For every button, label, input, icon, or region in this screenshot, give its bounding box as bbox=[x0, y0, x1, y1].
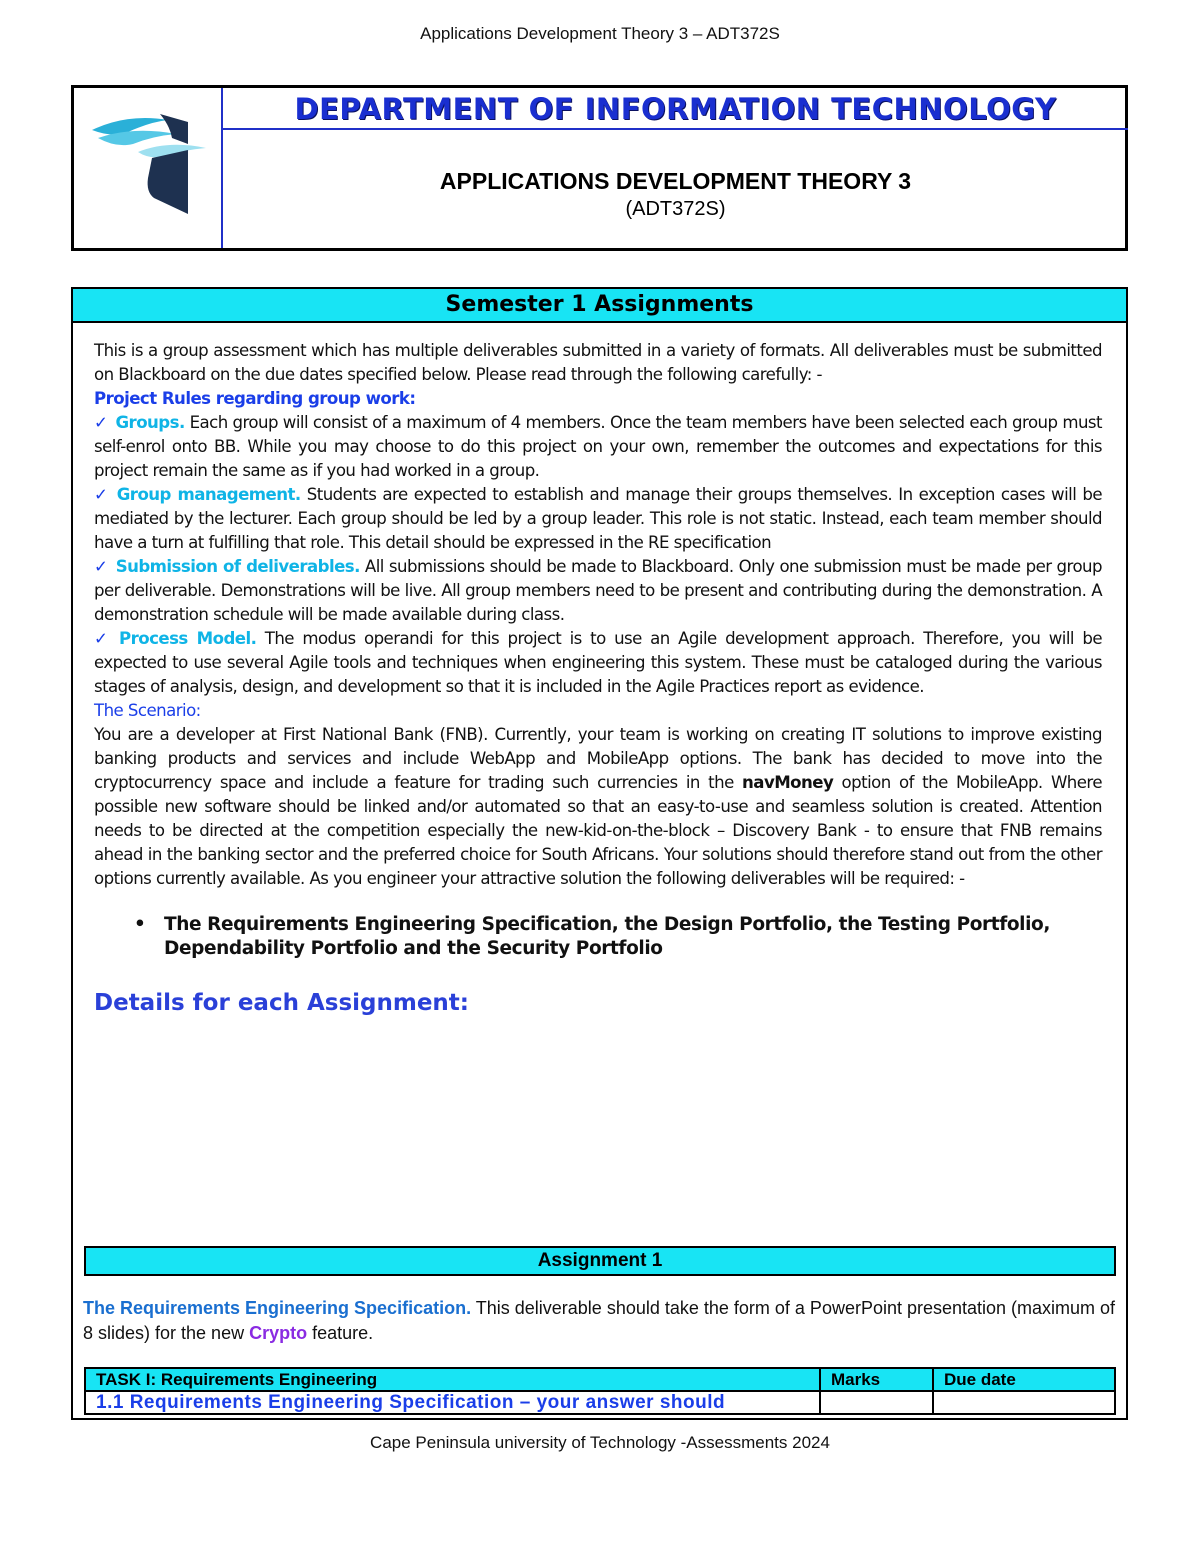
rule-text: Each group will consist of a maximum of 4 members. Once the team members have been selected each group must self-enrol onto BB. While you may choose to do this project on your own, remember the outcomes and expectations for this project remain the same as if you had worked in a group. bbox=[94, 413, 1102, 480]
scenario-text-continued: option of the MobileApp. Where possible new software should be linked and/or automated so that an easy-to-use and seamless solution is created. Attention needs to be directed at the competition especially the new-kid-on-the-block – Discovery Bank - to ensure that FNB remains ahead in the banking sector and the preferred choice for South Africans. Your solutions should therefore stand out from the other options currently available. As you engineer your attractive solution the following deliverables will be required: - bbox=[94, 773, 1102, 888]
rule-item bbox=[94, 627, 1102, 699]
deliverables-text: The Requirements Engineering Specification, the Design Portfolio, the Testing Portfolio, Dependability Portfolio and the Security Portfolio bbox=[164, 914, 1050, 959]
rule-title: Process Model. bbox=[119, 629, 257, 648]
rules-heading: Project Rules regarding group work: bbox=[94, 389, 416, 408]
re-spec-text: This deliverable should take the form of a PowerPoint presentation (maximum of 8 slides) for the new bbox=[83, 1298, 1116, 1343]
rule-item bbox=[94, 483, 1102, 555]
page-footer: Cape Peninsula university of Technology -Assessments 2024 bbox=[370, 1433, 830, 1452]
details-heading: Details for each Assignment: bbox=[94, 990, 469, 1016]
crypto-term: Crypto bbox=[249, 1323, 308, 1343]
department-title: DEPARTMENT OF INFORMATION TECHNOLOGY bbox=[223, 88, 1128, 130]
rule-title: Groups. bbox=[115, 413, 185, 432]
semester-banner: Semester 1 Assignments bbox=[71, 287, 1128, 323]
marks-column-header: Marks bbox=[820, 1368, 933, 1391]
rule-text: Students are expected to establish and manage their groups themselves. In exception cases will be mediated by the lecturer. Each group should be led by a group leader. This role is not static. Instead, each team member should have a turn at fulfilling that role. This detail should be expressed in the RE specification bbox=[94, 485, 1102, 552]
table-row bbox=[85, 1391, 1115, 1414]
title-block bbox=[71, 85, 1128, 251]
university-logo bbox=[74, 88, 223, 248]
assignment-content bbox=[94, 339, 1102, 1015]
check-icon: ✓ bbox=[94, 485, 109, 504]
assignment-box bbox=[71, 287, 1128, 1420]
task-table bbox=[84, 1367, 1116, 1415]
check-icon: ✓ bbox=[94, 557, 108, 576]
table-header-row bbox=[85, 1368, 1115, 1391]
rule-text: The modus operandi for this project is to use an Agile development approach. Therefore, you will be expected to use several Agile tools and techniques when engineering this system. These must be cataloged during the various stages of analysis, design, and development so that it is included in the Agile Practices report as evidence. bbox=[94, 629, 1102, 696]
cput-logo-icon bbox=[88, 108, 208, 218]
check-icon: ✓ bbox=[94, 629, 112, 648]
marks-cell bbox=[820, 1391, 933, 1414]
scenario-text: You are a developer at First National Bank (FNB). Currently, your team is working on creating IT solutions to improve existing banking products and services and include WebApp and MobileApp options. The bank has decided to move into the cryptocurrency space and include a feature for trading such currencies in the bbox=[94, 725, 1102, 792]
task-cell: 1.1 Requirements Engineering Specification – your answer should bbox=[85, 1391, 820, 1414]
re-spec-paragraph bbox=[83, 1296, 1118, 1346]
bullet-icon: • bbox=[134, 914, 146, 935]
rule-item bbox=[94, 411, 1102, 483]
rule-item bbox=[94, 555, 1102, 627]
course-title: APPLICATIONS DEVELOPMENT THEORY 3 bbox=[439, 168, 912, 194]
course-code: (ADT372S) bbox=[625, 198, 726, 220]
assignment-banner: Assignment 1 bbox=[84, 1246, 1116, 1276]
re-spec-title: The Requirements Engineering Specification. bbox=[83, 1298, 472, 1318]
check-icon: ✓ bbox=[94, 413, 108, 432]
scenario-paragraph bbox=[94, 723, 1102, 891]
scenario-heading: The Scenario: bbox=[94, 701, 201, 720]
rule-text: All submissions should be made to Blackboard. Only one submission must be made per group per deliverable. Demonstrations will be live. All group members need to be present and contributing during the demonstration. A demonstration schedule will be made available during class. bbox=[94, 557, 1102, 624]
page-header: Applications Development Theory 3 – ADT372S bbox=[420, 24, 780, 43]
rule-title: Group management. bbox=[116, 485, 301, 504]
rule-title: Submission of deliverables. bbox=[115, 557, 360, 576]
navmoney-term: navMoney bbox=[742, 773, 834, 792]
deliverables-list-item bbox=[134, 913, 1102, 961]
due-date-column-header: Due date bbox=[933, 1368, 1115, 1391]
due-date-cell bbox=[933, 1391, 1115, 1414]
task-column-header: TASK I: Requirements Engineering bbox=[85, 1368, 820, 1391]
intro-paragraph: This is a group assessment which has multiple deliverables submitted in a variety of formats. All deliverables must be submitted on Blackboard on the due dates specified below. Please read through the following carefully: - bbox=[94, 341, 1102, 384]
re-spec-text-end: feature. bbox=[307, 1323, 374, 1343]
